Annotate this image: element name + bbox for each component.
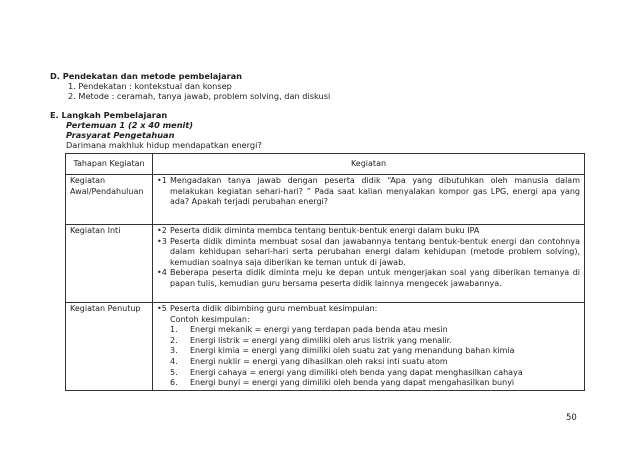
prerequisite-question: Darimana makhluk hidup mendapatkan energi?: [66, 140, 262, 150]
table-row: [66, 225, 585, 303]
bullet-marker: •3: [157, 236, 167, 246]
activity-item: [157, 268, 580, 289]
stage-cell: Kegiatan Penutup: [66, 303, 153, 391]
activity-table: [65, 153, 585, 391]
activity-text: Peserta didik diminta membca tentang bentuk-bentuk energi dalam buku IPA: [170, 226, 480, 235]
table-row: [66, 303, 585, 391]
conclusion-item: [157, 346, 580, 357]
header-stage: Tahapan Kegiatan: [66, 154, 153, 175]
activity-cell: [153, 303, 585, 391]
stage-cell: Kegiatan Inti: [66, 225, 153, 303]
conclusion-number: 2.: [170, 335, 178, 345]
conclusion-item: [157, 336, 580, 347]
activity-cell: [153, 225, 585, 303]
approach-item: 1. Pendekatan : kontekstual dan konsep: [68, 81, 232, 91]
conclusion-text: Energi bunyi = energi yang dimiliki oleh benda yang dapat mengahasilkan bunyi: [190, 378, 515, 388]
bullet-marker: •1: [157, 176, 167, 185]
activity-text: Peserta didik diminta membuat sosal dan jawabannya tentang bentuk-bentuk energi dan contohnya dalam kehidupan sehari-hari serta perubahan energi dalam kehidupan (metode problem solving), kemudian soalnya saja diberikan ke teman untuk di jawab.: [170, 236, 580, 267]
conclusion-number: 3.: [170, 346, 178, 356]
section-d-heading: D. Pendekatan dan metode pembelajaran: [50, 71, 243, 81]
conclusion-item: [157, 378, 580, 389]
bullet-marker: •2: [157, 226, 167, 235]
activity-item: [157, 237, 580, 269]
conclusion-number: 6.: [170, 378, 178, 388]
conclusion-text: Energi nuklir = energi yang dihasilkan oleh raksi inti suatu atom: [190, 356, 448, 366]
activity-text: Mengadakan tanya jawab dengan peserta didik “Apa yang dibutuhkan oleh manusia dalam melakukan kegiatan sehari-hari? ” Pada saat kalian menyalakan kompor gas LPG, energi apa yang ada? Apakah terjadi perubahan energi?: [170, 176, 580, 207]
conclusion-text: Energi kimia = energi yang dimiliki oleh suatu zat yang menandung bahan kimia: [190, 346, 515, 356]
conclusion-number: 4.: [170, 356, 178, 366]
meeting-label: Pertemuan 1 (2 x 40 menit): [66, 120, 193, 130]
method-item: 2. Metode : ceramah, tanya jawab, problem solving, dan diskusi: [68, 91, 331, 101]
activity-item: [157, 226, 580, 237]
activity-cell: [153, 175, 585, 225]
header-activity: Kegiatan: [153, 154, 585, 175]
conclusion-item: [157, 357, 580, 368]
stage-cell: Kegiatan Awal/Pendahuluan: [66, 175, 153, 225]
conclusion-number: 5.: [170, 367, 178, 377]
conclusion-number: 1.: [170, 325, 178, 335]
prerequisite-label: Prasyarat Pengetahuan: [66, 130, 175, 140]
conclusion-text: Energi mekanik = energi yang terdapan pada benda atau mesin: [190, 325, 448, 335]
bullet-marker: •4: [157, 268, 167, 278]
section-e-heading: E. Langkah Pembelajaran: [50, 110, 168, 120]
table-row: [66, 175, 585, 225]
activity-item: [157, 176, 580, 208]
conclusion-text: Energi cahaya = energi yang dimiliki oleh benda yang dapat menghasilkan cahaya: [190, 367, 523, 377]
page-number: 50: [566, 413, 577, 423]
conclusion-item: [157, 368, 580, 379]
activity-text: Beberapa peserta didik diminta meju ke depan untuk mengerjakan soal yang diberikan temanya di papan tulis, kemudian guru bersama peserta didik lainnya mengecek jawabannya.: [170, 268, 580, 288]
conclusion-text: Energi listrik = energi yang dimiliki oleh arus listrik yang menalir.: [190, 335, 452, 345]
activity-text: Peserta didik dibimbing guru membuat kesimpulan:: [170, 304, 378, 313]
conclusion-item: [157, 325, 580, 336]
activity-item: [157, 304, 580, 315]
example-label: Contoh kesimpulan:: [170, 314, 250, 324]
table-header-row: [66, 154, 585, 175]
bullet-marker: •5: [157, 304, 167, 313]
